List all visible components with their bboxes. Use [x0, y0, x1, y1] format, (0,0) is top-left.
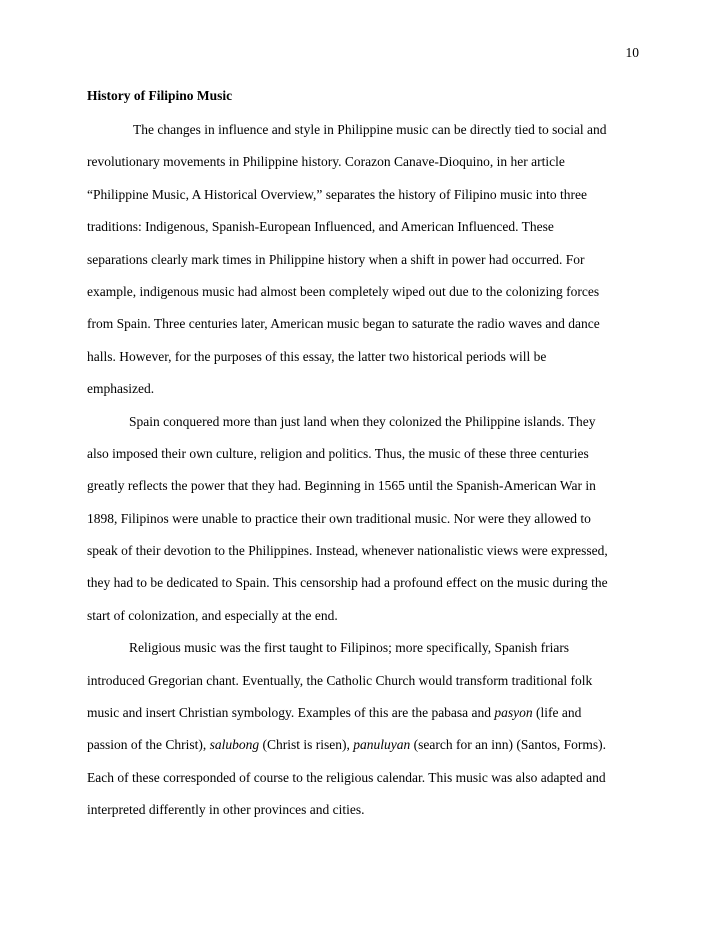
text-line: Each of these corresponded of course to the religious calendar. This music was also adapted and	[87, 769, 606, 785]
italic-term-panuluyan: panuluyan	[353, 737, 411, 753]
text-line: start of colonization, and especially at the end.	[87, 607, 338, 623]
text-line: Religious music was the first taught to Filipinos; more specifically, Spanish friars	[129, 640, 570, 656]
text-line: traditions: Indigenous, Spanish-European Influenced, and American Influenced. These	[87, 219, 554, 235]
text-line: interpreted differently in other provinces and cities.	[87, 802, 365, 818]
text-line: introduced Gregorian chant. Eventually, the Catholic Church would transform traditional folk	[87, 672, 593, 688]
italic-term-salubong: salubong	[209, 737, 260, 753]
text-line: halls. However, for the purposes of this essay, the latter two historical periods will be	[87, 348, 547, 364]
text-line: The changes in influence and style in Philippine music can be directly tied to social and	[133, 122, 607, 137]
text-line: Spain conquered more than just land when they colonized the Philippine islands. They	[129, 413, 596, 429]
text-fragment: (life and	[536, 705, 582, 721]
text-line	[87, 737, 647, 769]
text-fragment: (Christ is risen),	[262, 737, 350, 753]
text-line: speak of their devotion to the Philippines. Instead, whenever nationalistic views were expressed,	[87, 543, 608, 559]
text-line: from Spain. Three centuries later, American music began to saturate the radio waves and dance	[87, 316, 600, 332]
text-fragment: (search for an inn) (Santos, Forms).	[413, 737, 606, 753]
text-line: example, indigenous music had almost been completely wiped out due to the colonizing forces	[87, 283, 600, 299]
text-line: separations clearly mark times in Philippine history when a shift in power had occurred. For	[87, 251, 585, 267]
text-line	[87, 705, 647, 737]
text-fragment: passion of the Christ),	[87, 737, 207, 753]
text-line: 1898, Filipinos were unable to practice their own traditional music. Nor were they allowed to	[87, 510, 591, 526]
text-line: they had to be dedicated to Spain. This censorship had a profound effect on the music during the	[87, 575, 608, 591]
italic-term-pasyon: pasyon	[494, 705, 533, 721]
page-number: 10	[625, 45, 639, 60]
text-line: revolutionary movements in Philippine history. Corazon Canave-Dioquino, in her article	[87, 154, 565, 170]
page-title: History of Filipino Music	[87, 88, 233, 103]
text-line: emphasized.	[87, 381, 155, 397]
essay-body	[87, 122, 647, 835]
text-line: greatly reflects the power that they had. Beginning in 1565 until the Spanish-American War in	[87, 478, 596, 494]
text-line: also imposed their own culture, religion and politics. Thus, the music of these three centuries	[87, 445, 589, 461]
text-fragment: music and insert Christian symbology. Examples of this are the pabasa and	[87, 705, 492, 721]
text-line: “Philippine Music, A Historical Overview,” separates the history of Filipino music into three	[87, 186, 588, 202]
